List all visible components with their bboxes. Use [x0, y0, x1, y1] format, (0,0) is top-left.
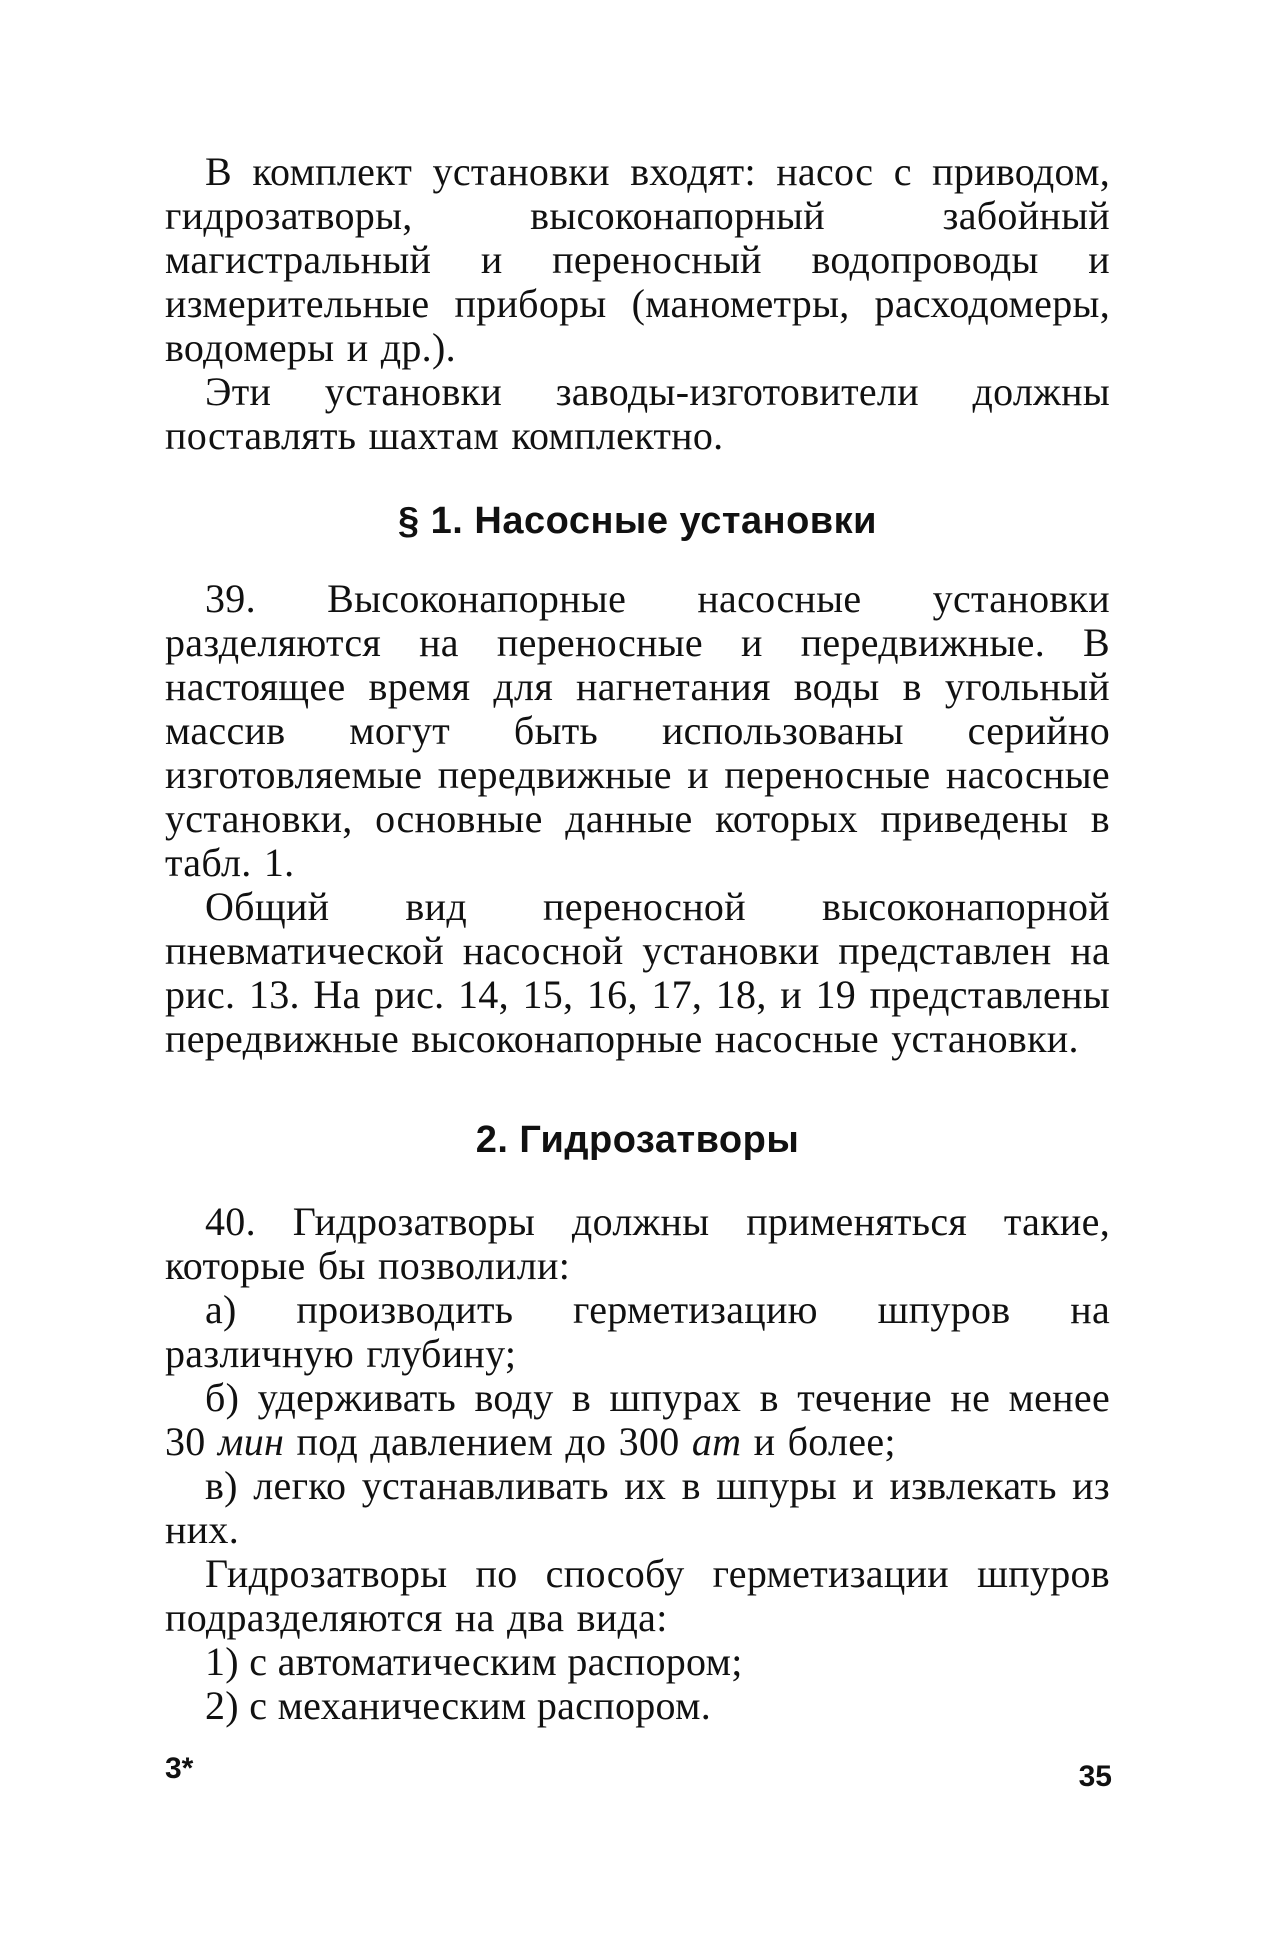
list-item-b-start: б) удерживать воду в шпурах в течение не менее 30 — [165, 1375, 1110, 1464]
section-2-title: 2. Гидрозатворы — [475, 1119, 800, 1161]
page-number: 35 — [1078, 1760, 1112, 1793]
unit-min: мин — [217, 1419, 285, 1464]
paragraph-39: 39. Высоконапорные насосные установки разделяются на переносные и передвижные. В настоящее время для нагнетания воды в угольный массив могут быть использованы серийно изготовляемые передвижные и переносные насосные установки, основные данные которых приведены в табл. 1. — [165, 576, 1110, 885]
unit-at: ат — [691, 1419, 742, 1464]
list-item-a: а) производить герметизацию шпуров на различную глубину; — [165, 1287, 1110, 1376]
list-item-b — [165, 1376, 1110, 1464]
signature-mark: 3* — [165, 1752, 194, 1785]
page-body — [165, 150, 1110, 1728]
list-item-b-end: и более; — [741, 1419, 896, 1464]
list-item-c: в) легко устанавливать их в шпуры и извлекать из них. — [165, 1463, 1110, 1552]
kind-item-2: 2) с механическим распором. — [205, 1683, 711, 1728]
section-1-title: § 1. Насосные установки — [397, 500, 878, 542]
paragraph-40: 40. Гидрозатворы должны применяться такие, которые бы позволили: — [165, 1199, 1110, 1288]
kind-item-1: 1) с автоматическим распором; — [205, 1639, 743, 1684]
intro-paragraph-2: Эти установки заводы-изготовители должны поставлять шахтам комплектно. — [165, 369, 1110, 458]
list-item-b-mid: под давлением до 300 — [284, 1419, 692, 1464]
intro-paragraph-1: В комплект установки входят: насос с приводом, гидрозатворы, высоконапорный забойный магистральный и переносный водопроводы и измерительные приборы (манометры, расходомеры, водомеры и др.). — [165, 149, 1110, 370]
paragraph-kinds: Гидрозатворы по способу герметизации шпуров подразделяются на два вида: — [165, 1551, 1110, 1640]
paragraph-general-view: Общий вид переносной высоконапорной пневматической насосной установки представлен на рис. 13. На рис. 14, 15, 16, 17, 18, и 19 представлены передвижные высоконапорные насосные установки. — [165, 884, 1110, 1061]
